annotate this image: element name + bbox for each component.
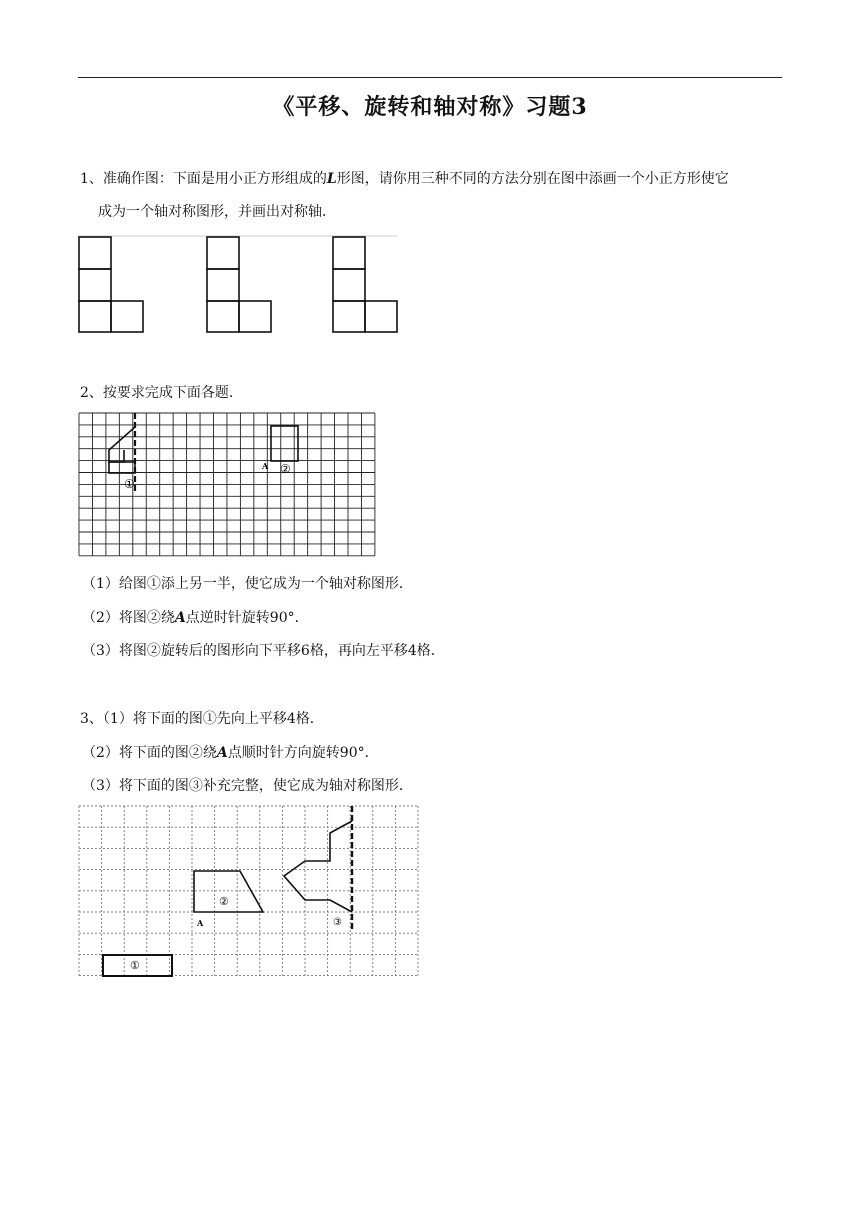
q1-text-part-a: 1、准确作图：下面是用小正方形组成的 — [80, 171, 327, 187]
q1-text-line2: 成为一个轴对称图形，并画出对称轴． — [98, 204, 336, 220]
page-title: 《平移、旋转和轴对称》习题3 — [272, 94, 588, 120]
q2-label-1: ① — [124, 477, 135, 491]
q2-sub2-part-b: 点逆时针旋转90°． — [185, 610, 309, 626]
q1-text-part-b: 形图，请你用三种不同的方法分别在图中添画一个小正方形使它 — [336, 171, 729, 187]
q1-variable-l: L — [326, 171, 337, 187]
q3-sub2-part-a: （2）将下面的图②绕 — [82, 745, 217, 761]
q3-label-1: ① — [130, 959, 140, 972]
q2-variable-a: A — [174, 610, 186, 626]
q3-label-a: A — [197, 918, 204, 928]
q3-label-2: ② — [219, 895, 229, 908]
q3-sub3: （3）将下面的图③补充完整，使它成为轴对称图形． — [82, 778, 413, 794]
q3-label-3: ③ — [333, 917, 342, 928]
q2-sub3: （3）将图②旋转后的图形向下平移6格，再向左平移4格． — [82, 643, 445, 659]
q2-label-a: A — [262, 461, 269, 471]
q3-variable-a: A — [216, 745, 228, 761]
q3-sub2-part-b: 点顺时针方向旋转90°． — [227, 745, 379, 761]
q2-sub2-part-a: （2）将图②绕 — [82, 610, 175, 626]
q3-shape-3 — [284, 821, 352, 912]
q2-intro: 2、按要求完成下面各题． — [80, 385, 243, 401]
q2-sub1: （1）给图①添上另一半，使它成为一个轴对称图形． — [82, 576, 413, 592]
q2-label-2: ② — [280, 462, 291, 476]
q3-sub1: 3、（1）将下面的图①先向上平移4格． — [80, 711, 324, 727]
